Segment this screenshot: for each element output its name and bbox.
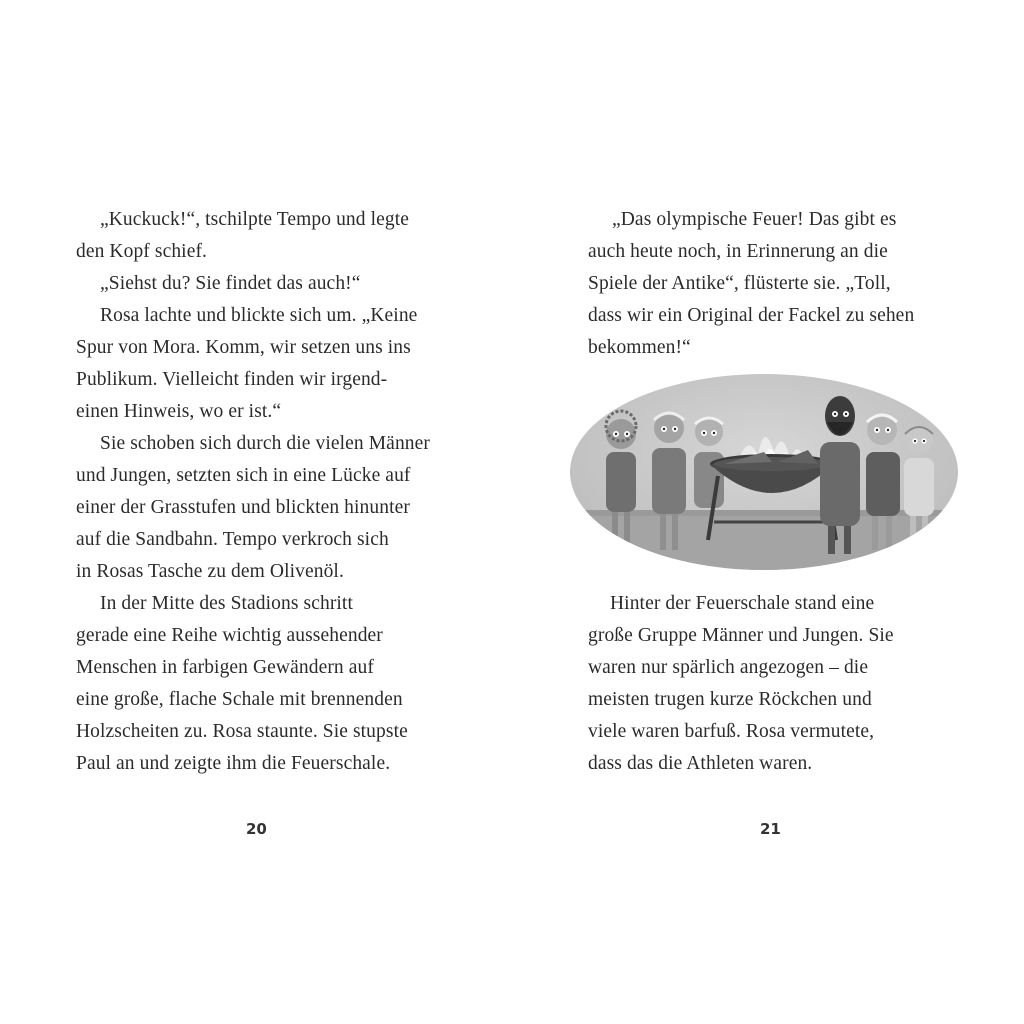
- text-line: waren nur spärlich angezogen – die: [588, 657, 869, 678]
- text-line: einen Hinweis, wo er ist.“: [76, 401, 282, 422]
- page-number-left: 20: [246, 820, 267, 838]
- text-line: einer der Grasstufen und blickten hinunter: [76, 497, 410, 518]
- page-number-right: 21: [760, 820, 781, 838]
- text-line: und Jungen, setzten sich in eine Lücke auf: [76, 465, 411, 486]
- text-line: „Kuckuck!“, tschilpte Tempo und legte: [100, 209, 410, 230]
- text-line: auf die Sandbahn. Tempo verkroch sich: [76, 529, 389, 550]
- text-line: dass wir ein Original der Fackel zu sehen: [588, 305, 915, 326]
- text-line: „Siehst du? Sie findet das auch!“: [100, 273, 361, 294]
- text-line: Paul an und zeigte ihm die Feuerschale.: [76, 753, 391, 774]
- text-line: „Das olympische Feuer! Das gibt es: [612, 209, 897, 230]
- text-line: Rosa lachte und blickte sich um. „Keine: [100, 305, 418, 326]
- text-line: Spiele der Antike“, flüsterte sie. „Toll,: [588, 273, 891, 294]
- text-line: große Gruppe Männer und Jungen. Sie: [588, 625, 894, 646]
- text-line: Publikum. Vielleicht finden wir irgend-: [76, 369, 388, 390]
- text-line: auch heute noch, in Erinnerung an die: [588, 241, 888, 262]
- text-line: meisten trugen kurze Röckchen und: [588, 689, 872, 710]
- text-line: den Kopf schief.: [76, 241, 208, 262]
- text-line: In der Mitte des Stadions schritt: [100, 593, 353, 614]
- text-line: bekommen!“: [588, 337, 691, 358]
- text-line: Holzscheiten zu. Rosa staunte. Sie stupste: [76, 721, 408, 742]
- text-line: in Rosas Tasche zu dem Olivenöl.: [76, 561, 344, 582]
- text-line: viele waren barfuß. Rosa vermutete,: [588, 721, 875, 742]
- text-line: dass das die Athleten waren.: [588, 753, 813, 774]
- text-line: Sie schoben sich durch die vielen Männer: [100, 433, 430, 454]
- olympic-fire-illustration: [568, 372, 960, 572]
- text-line: gerade eine Reihe wichtig aussehender: [76, 625, 383, 646]
- text-line: eine große, flache Schale mit brennenden: [76, 689, 403, 710]
- text-line: Menschen in farbigen Gewändern auf: [76, 657, 374, 678]
- text-line: Spur von Mora. Komm, wir setzen uns ins: [76, 337, 411, 358]
- text-line: Hinter der Feuerschale stand eine: [610, 593, 875, 614]
